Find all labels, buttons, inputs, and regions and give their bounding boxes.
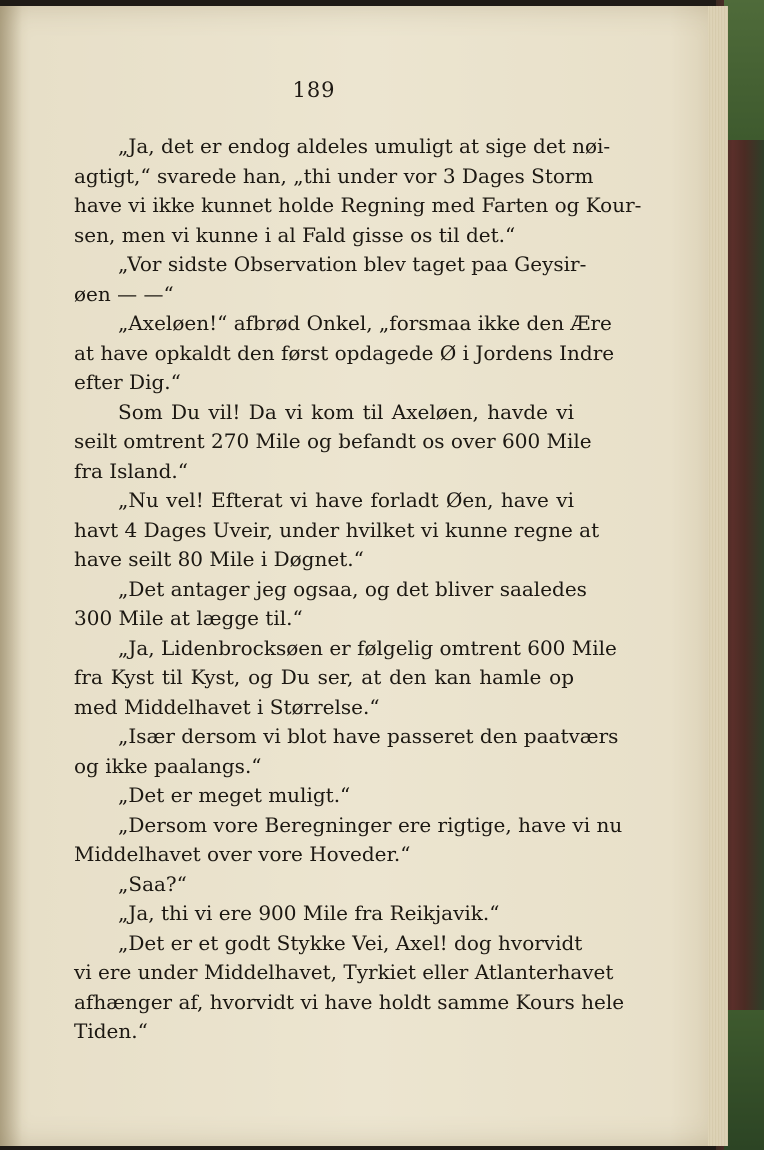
text-line: fra Island.“ [74,458,188,483]
text-line: øen — —“ [74,281,174,306]
text-line: „Ja, det er endog aldeles umuligt at sige det nøi- [118,134,611,158]
text-line: sen, men vi kunne i al Fald gisse os til det.“ [74,222,516,247]
text-line: „Ja, Lidenbrocksøen er følgelig omtrent 600 Mile [118,635,617,660]
body-text [74,132,642,1047]
text-line: „Ja, thi vi ere 900 Mile fra Reikjavik.“ [118,901,500,925]
page-number: 189 [292,78,336,102]
text-line: „Det antager jeg ogsaa, og det bliver saaledes [118,576,587,601]
text-line: „Nu vel! Efterat vi have forladt Øen, have vi [118,488,574,512]
text-line: „Det er meget muligt.“ [118,783,351,807]
text-line: afhænger af, hvorvidt vi have holdt samme Kours hele [74,989,625,1014]
text-line: „Dersom vore Beregninger ere rigtige, have vi nu [118,812,623,837]
gutter-shadow [0,6,22,1146]
text-line: og ikke paalangs.“ [74,753,262,778]
text-line: efter Dig.“ [74,370,181,394]
page-edges [708,6,728,1146]
text-line: „Axeløen!“ afbrød Onkel, „forsmaa ikke den Ære [118,311,612,335]
text-line: Middelhavet over vore Hoveder.“ [74,842,411,866]
text-line: at have opkaldt den først opdagede Ø i Jordens Indre [74,340,615,365]
cover-cloth-top [724,0,764,140]
text-line: Som Du vil! Da vi kom til Axeløen, havde vi [118,399,574,424]
text-line: fra Kyst til Kyst, og Du ser, at den kan hamle op [74,665,574,689]
text-line: „Det er et godt Stykke Vei, Axel! dog hvorvidt [118,930,583,955]
cover-cloth-bottom [724,1010,764,1150]
text-line: agtigt,“ svarede han, „thi under vor 3 Dages Storm [74,163,594,188]
text-line: Tiden.“ [74,1019,148,1043]
text-line: have seilt 80 Mile i Døgnet.“ [74,547,364,571]
text-line: seilt omtrent 270 Mile og befandt os over 600 Mile [74,429,592,453]
text-line: „Saa?“ [118,871,187,896]
text-line: med Middelhavet i Størrelse.“ [74,694,380,719]
text-line: „Især dersom vi blot have passeret den paatværs [118,724,619,748]
text-line: 300 Mile at lægge til.“ [74,606,303,630]
text-line: „Vor sidste Observation blev taget paa Geysir- [118,252,587,276]
text-line: have vi ikke kunnet holde Regning med Farten og Kour- [74,193,642,217]
text-line: havt 4 Dages Uveir, under hvilket vi kunne regne at [74,517,600,542]
text-line: vi ere under Middelhavet, Tyrkiet eller Atlanterhavet [74,960,614,984]
